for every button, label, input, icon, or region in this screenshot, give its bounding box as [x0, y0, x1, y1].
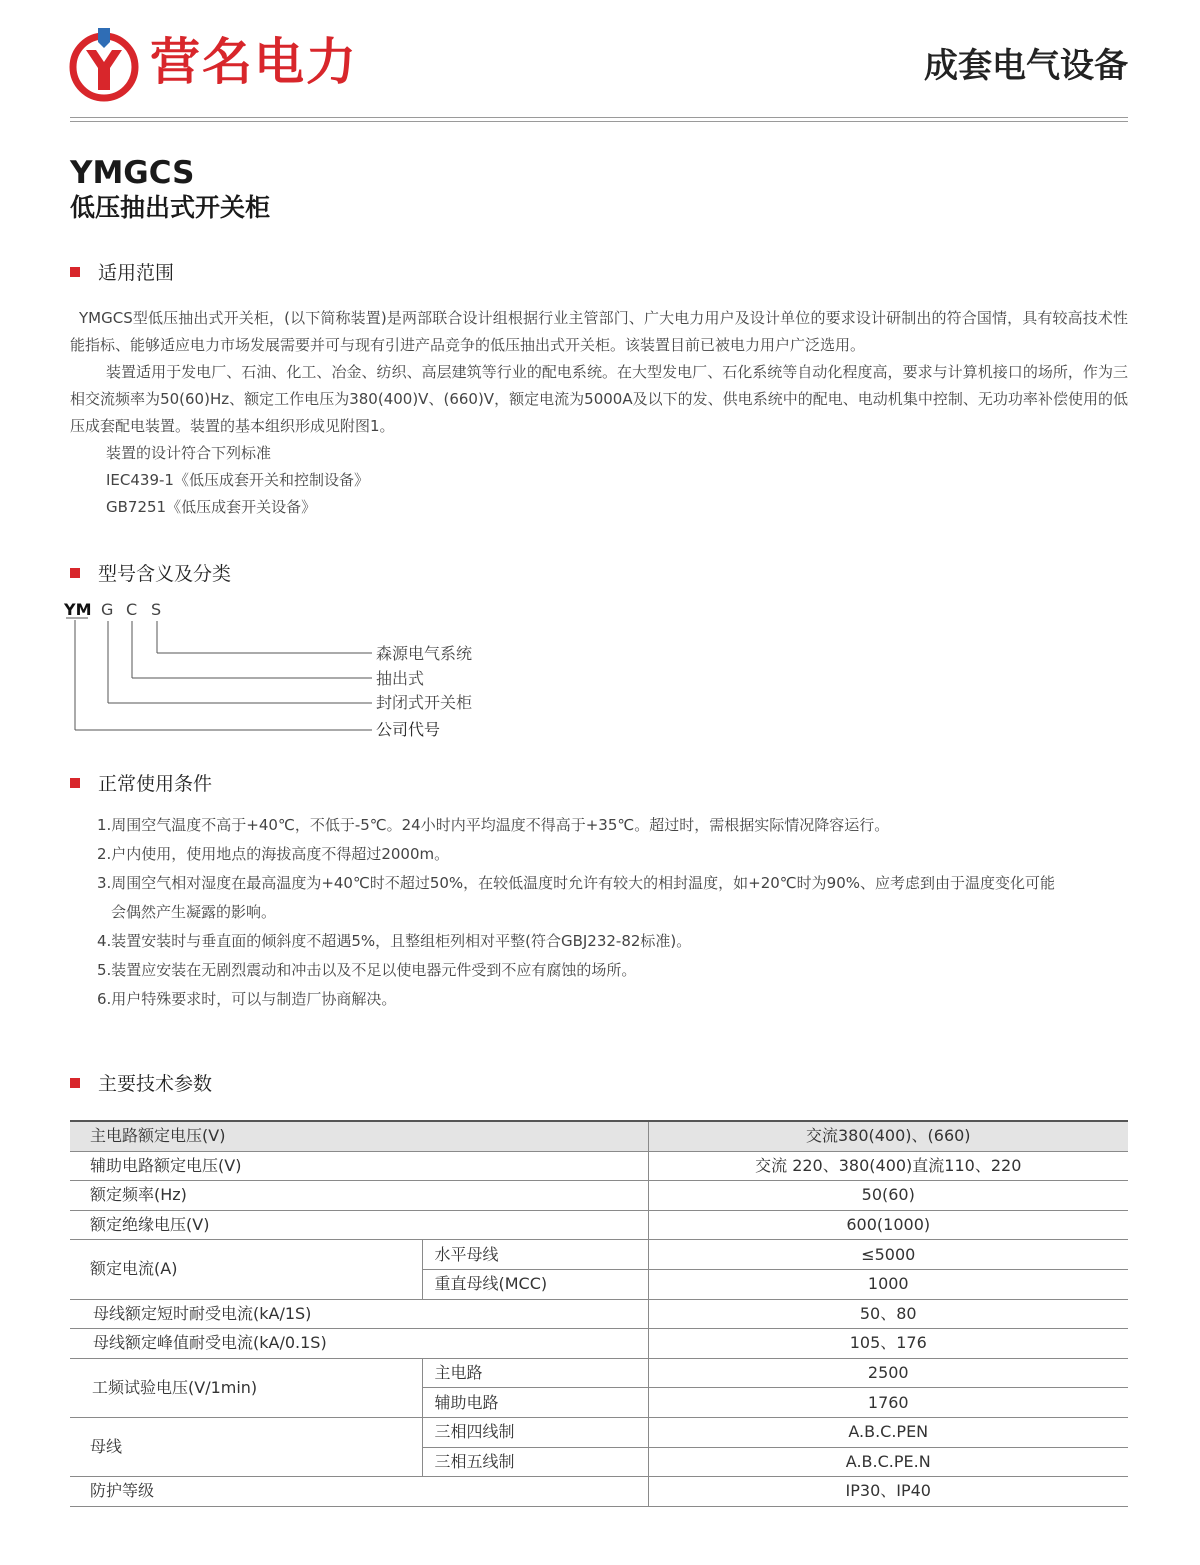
section-heading-scope: 适用范围 — [70, 259, 174, 287]
param-label: 额定绝缘电压(V) — [70, 1210, 648, 1240]
standard-item: GB7251《低压成套开关设备》 — [106, 498, 317, 516]
param-value: 600(1000) — [648, 1210, 1128, 1240]
param-value: 2500 — [648, 1358, 1128, 1388]
brand-name: 营名电力 — [150, 33, 358, 91]
code-letter-c: C — [126, 600, 138, 619]
product-title: 低压抽出式开关柜 — [70, 193, 271, 222]
scope-paragraph: 装置的设计符合下列标准 — [106, 444, 272, 462]
table-row — [70, 1477, 1128, 1507]
param-label: 额定电流(A) — [70, 1240, 422, 1299]
param-label: 主电路额定电压(V) — [70, 1121, 648, 1151]
code-meaning: 森源电气系统 — [376, 644, 473, 663]
param-label: 母线 — [70, 1417, 422, 1476]
condition-item: 2.户内使用，使用地点的海拔高度不得超过2000m。 — [97, 845, 450, 863]
table-row — [70, 1240, 1128, 1270]
param-sublabel: 重直母线(MCC) — [422, 1269, 648, 1299]
table-row — [70, 1181, 1128, 1211]
param-label: 母线额定短时耐受电流(kA/1S) — [70, 1299, 648, 1329]
section-heading-conditions: 正常使用条件 — [70, 770, 212, 798]
table-row — [70, 1210, 1128, 1240]
param-value: 50、80 — [648, 1299, 1128, 1329]
condition-item: 4.装置安装时与垂直面的倾斜度不超遇5%，且整组柜列相对平整(符合GBJ232-82标准)。 — [97, 932, 692, 950]
section-heading-model: 型号含义及分类 — [70, 560, 231, 588]
param-sublabel: 三相四线制 — [422, 1417, 648, 1447]
condition-item: 3.周围空气相对湿度在最高温度为+40℃时不超过50%，在较低温度时允许有较大的相封温度，如+20℃时为90%、应考虑到由于温度变化可能 — [97, 874, 1055, 892]
category-title: 成套电气设备 — [924, 46, 1128, 86]
param-value: 1760 — [648, 1388, 1128, 1418]
code-letter-s: S — [151, 600, 162, 619]
red-square-icon — [70, 778, 80, 788]
condition-item: 会偶然产生凝露的影响。 — [111, 903, 277, 921]
param-label: 额定频率(Hz) — [70, 1181, 648, 1211]
conditions-list — [97, 811, 1132, 1014]
param-sublabel: 三相五线制 — [422, 1447, 648, 1477]
param-label: 母线额定峰值耐受电流(kA/0.1S) — [70, 1329, 648, 1359]
table-row — [70, 1121, 1128, 1151]
param-sublabel: 辅助电路 — [422, 1388, 648, 1418]
param-value: A.B.C.PEN — [648, 1417, 1128, 1447]
section-heading-params: 主要技术参数 — [70, 1070, 212, 1098]
param-value: 50(60) — [648, 1181, 1128, 1211]
param-value: 1000 — [648, 1269, 1128, 1299]
table-row — [70, 1417, 1128, 1447]
scope-paragraph: 装置适用于发电厂、石油、化工、冶金、纺织、高层建筑等行业的配电系统。在大型发电厂、石化系统等自动化程度高，要求与计算机接口的场所，作为三相交流频率为50(60)Hz、额定工作电压为380(400)V、(660)V，额定电流为5000A及以下的发、供电系统中的配电、电动机集中控制、无功功率补偿使用的低压成套配电装置。装置的基本组织形成见附图1。 — [70, 363, 1128, 435]
code-meaning: 抽出式 — [376, 669, 425, 688]
param-sublabel: 主电路 — [422, 1358, 648, 1388]
param-value: ≤5000 — [648, 1240, 1128, 1270]
red-square-icon — [70, 1078, 80, 1088]
standard-item: IEC439-1《低压成套开关和控制设备》 — [106, 471, 369, 489]
scope-paragraph: YMGCS型低压抽出式开关柜，(以下简称装置)是两部联合设计组根据行业主管部门、广大电力用户及设计单位的要求设计研制出的符合国情，具有较高技术性能指标、能够适应电力市场发展需要并可与现有引进产品竞争的低压抽出式开关柜。该装置目前已被电力用户广泛选用。 — [70, 309, 1128, 354]
condition-item: 5.装置应安装在无剧烈震动和冲击以及不足以使电器元件受到不应有腐蚀的场所。 — [97, 961, 637, 979]
param-label: 辅助电路额定电压(V) — [70, 1151, 648, 1181]
param-label: 防护等级 — [70, 1477, 648, 1507]
param-value: IP30、IP40 — [648, 1477, 1128, 1507]
spec-table — [70, 1120, 1128, 1507]
param-value: A.B.C.PE.N — [648, 1447, 1128, 1477]
param-label: 工频试验电压(V/1min) — [70, 1358, 422, 1417]
condition-item: 6.用户特殊要求时，可以与制造厂协商解决。 — [97, 990, 397, 1008]
table-row — [70, 1299, 1128, 1329]
model-title: YMGCS — [70, 155, 195, 191]
code-meaning: 公司代号 — [376, 720, 441, 739]
model-code-diagram — [0, 0, 1200, 760]
param-value: 交流 220、380(400)直流110、220 — [648, 1151, 1128, 1181]
table-row — [70, 1358, 1128, 1388]
condition-item: 1.周围空气温度不高于+40℃，不低于-5℃。24小时内平均温度不得高于+35℃。超过时，需根据实际情况降容运行。 — [97, 816, 890, 834]
code-letter-g: G — [101, 600, 114, 619]
param-sublabel: 水平母线 — [422, 1240, 648, 1270]
param-value: 交流380(400)、(660) — [648, 1121, 1128, 1151]
table-row — [70, 1151, 1128, 1181]
code-meaning: 封闭式开关柜 — [376, 693, 473, 712]
code-letter-ym: YM — [64, 600, 92, 619]
table-row — [70, 1329, 1128, 1359]
param-value: 105、176 — [648, 1329, 1128, 1359]
